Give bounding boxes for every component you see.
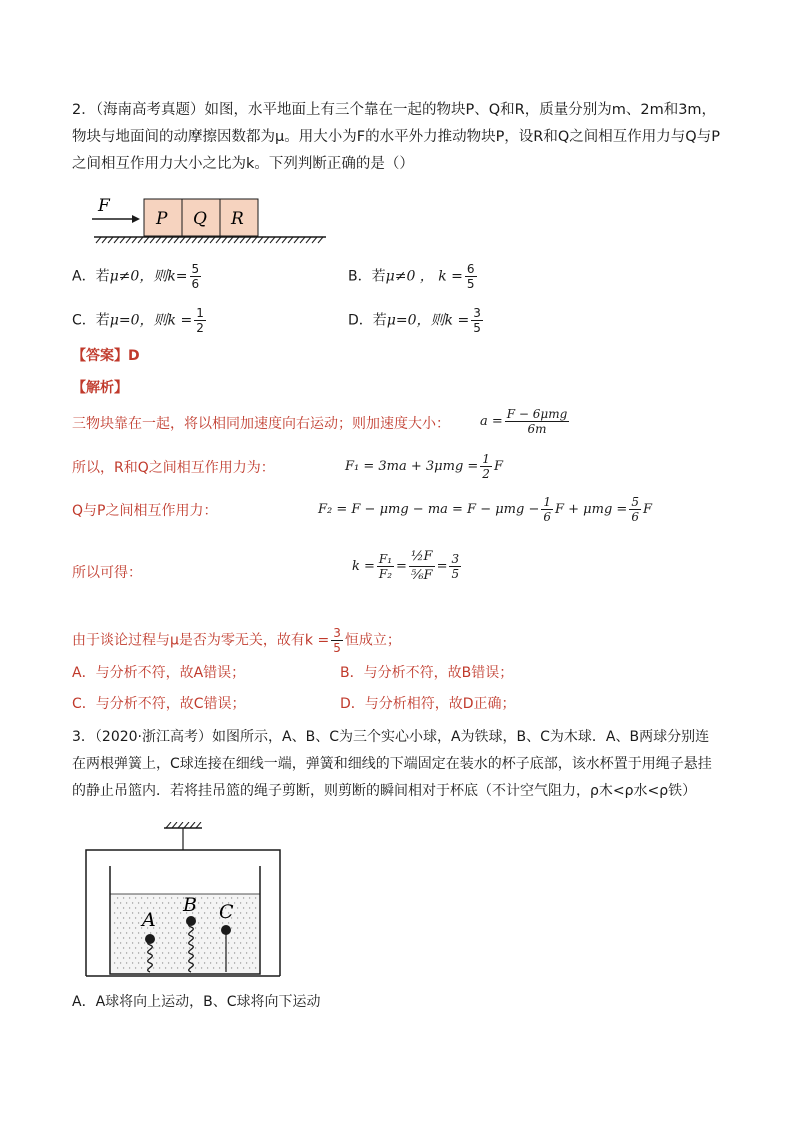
force-arrowhead	[132, 215, 140, 223]
block-r-label: R	[231, 209, 244, 229]
ball-b	[186, 916, 196, 926]
q2-analysis-line1: 三物块靠在一起，将以相同加速度向右运动；则加速度大小：	[72, 416, 450, 432]
q3-number: 3．	[72, 729, 95, 745]
q3-figure	[84, 822, 324, 982]
q3-source: （2020·浙江高考）	[94, 729, 213, 745]
q2-analysis-line2: 所以，R和Q之间相互作用力为：	[72, 460, 275, 476]
q3-option-a: A．A球将向上运动，B、C球将向下运动	[72, 994, 321, 1010]
ball-c-label: C	[219, 901, 234, 923]
q2-text: 如图，水平地面上有三个靠在一起的物块P、Q和R，质量分别为m、2m和3m，物块与地面间的动摩擦因数都为μ。用大小为F的水平外力推动物块P，设R和Q之间相互作用力与Q与P之间相互作用力大小之比为k。下列判断正确的是（）	[72, 102, 720, 172]
q2-option-b: B．若μ≠0 ， k = $\frac{6}{5}$	[348, 262, 475, 291]
q2-eq3: F₂ = F − μmg − ma = F − μmg − $\frac{1}{6}$ F + μmg = $\frac{5}{6}$ F	[318, 495, 652, 524]
ball-c	[221, 925, 231, 935]
q2-eq4: k = $\frac{\text{F₁}}{\text{F₂}}$ = $\frac{\text{½F}}{\text{⅚F}}$ = $\frac{3}{5}$	[352, 549, 460, 583]
q3-text: 如图所示，A、B、C为三个实心小球，A为铁球，B、C为木球．A、B两球分别连在两根弹簧上，C球连接在细线一端，弹簧和细线的下端固定在装水的杯子底部，该水杯置于用绳子悬挂的静止吊篮内．若将挂吊篮的绳子剪断，则剪断的瞬间相对于杯底（不计空气阻力，ρ木<ρ水<ρ铁）	[72, 729, 712, 799]
q2-analysis-line5: 由于谈论过程与μ是否为零无关，故有k = $\frac{3}{5}$ 恒成立；	[72, 626, 401, 655]
q2-answer: 【答案】D	[72, 348, 140, 364]
q2-stem	[72, 97, 722, 178]
q2-analysis-line4: 所以可得：	[72, 565, 142, 581]
q2-number: 2．	[72, 102, 96, 118]
ground-hatch	[96, 237, 323, 243]
ball-b-label: B	[183, 894, 197, 916]
block-p-label: P	[156, 209, 168, 229]
force-label: F	[98, 196, 110, 216]
q2-judge-d: D．与分析相符，故D正确；	[340, 696, 516, 712]
q2-eq1: a = $\frac{\text{F − 6μmg}}{6m}$	[480, 407, 568, 436]
q2-option-a: A．若μ≠0，则k= $\frac{5}{6}$	[72, 262, 200, 291]
q2-figure	[88, 195, 333, 247]
q2-analysis-line3: Q与P之间相互作用力：	[72, 503, 218, 519]
q2-judge-a: A．与分析不符，故A错误；	[72, 665, 246, 681]
q2-judge-b: B．与分析不符，故B错误；	[340, 665, 514, 681]
q2-analysis-title: 【解析】	[72, 380, 128, 396]
q3-stem	[72, 724, 722, 805]
q2-eq2: F₁ = 3ma + 3μmg = $\frac{1}{2}$ F	[345, 452, 503, 481]
ceiling-hatch	[166, 822, 201, 828]
q2-source: （海南高考真题）	[95, 102, 205, 118]
q2-judge-c: C．与分析不符，故C错误；	[72, 696, 246, 712]
block-q-label: Q	[193, 209, 207, 229]
ball-a	[145, 934, 155, 944]
q2-option-c: C．若μ=0，则k = $\frac{1}{2}$	[72, 306, 204, 335]
ball-a-label: A	[142, 909, 156, 931]
q2-option-d: D．若μ=0，则k = $\frac{3}{5}$	[348, 306, 481, 335]
